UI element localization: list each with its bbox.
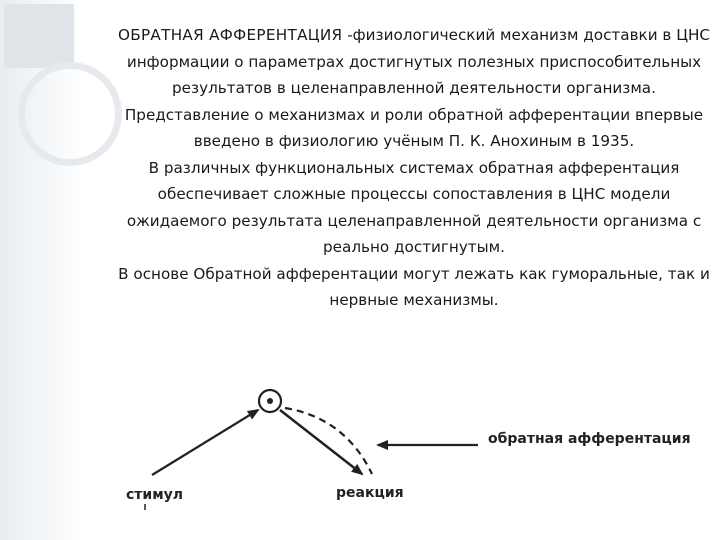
reaction-label: реакция (336, 485, 404, 501)
feedback-label: обратная афферентация (488, 431, 691, 447)
feedback-diagram (0, 370, 720, 540)
decor-ring (18, 62, 122, 166)
function-paragraph: В различных функциональных системах обратная афферентация обеспечивает сложные процессы сопоставления в ЦНС модели ожидаемого результата целенаправленной деятельности организма с реально достигнутым. (126, 158, 702, 256)
decor-square (4, 4, 74, 68)
mechanisms-paragraph: В основе Обратной афферентации могут лежать как гуморальные, так и нервные механизмы. (118, 264, 710, 309)
definition-text: -физиологический механизм доставки в ЦНС информации о параметрах достигнутых полезных приспособительных результатов в целенаправленной деятельности организма. (126, 26, 711, 97)
definition-paragraph (118, 22, 710, 102)
center-node-dot (267, 398, 273, 404)
stimulus-label: стимул (126, 487, 184, 503)
stimulus-arrow (152, 410, 258, 475)
history-paragraph: Представление о механизмах и роли обратной афферентации впервые введено в физиологию учёным П. К. Анохиным в 1935. (124, 105, 704, 150)
feedback-dashed-path (285, 408, 372, 474)
term-heading: ОБРАТНАЯ АФФЕРЕНТАЦИЯ (118, 26, 343, 44)
slide-body (118, 22, 710, 314)
